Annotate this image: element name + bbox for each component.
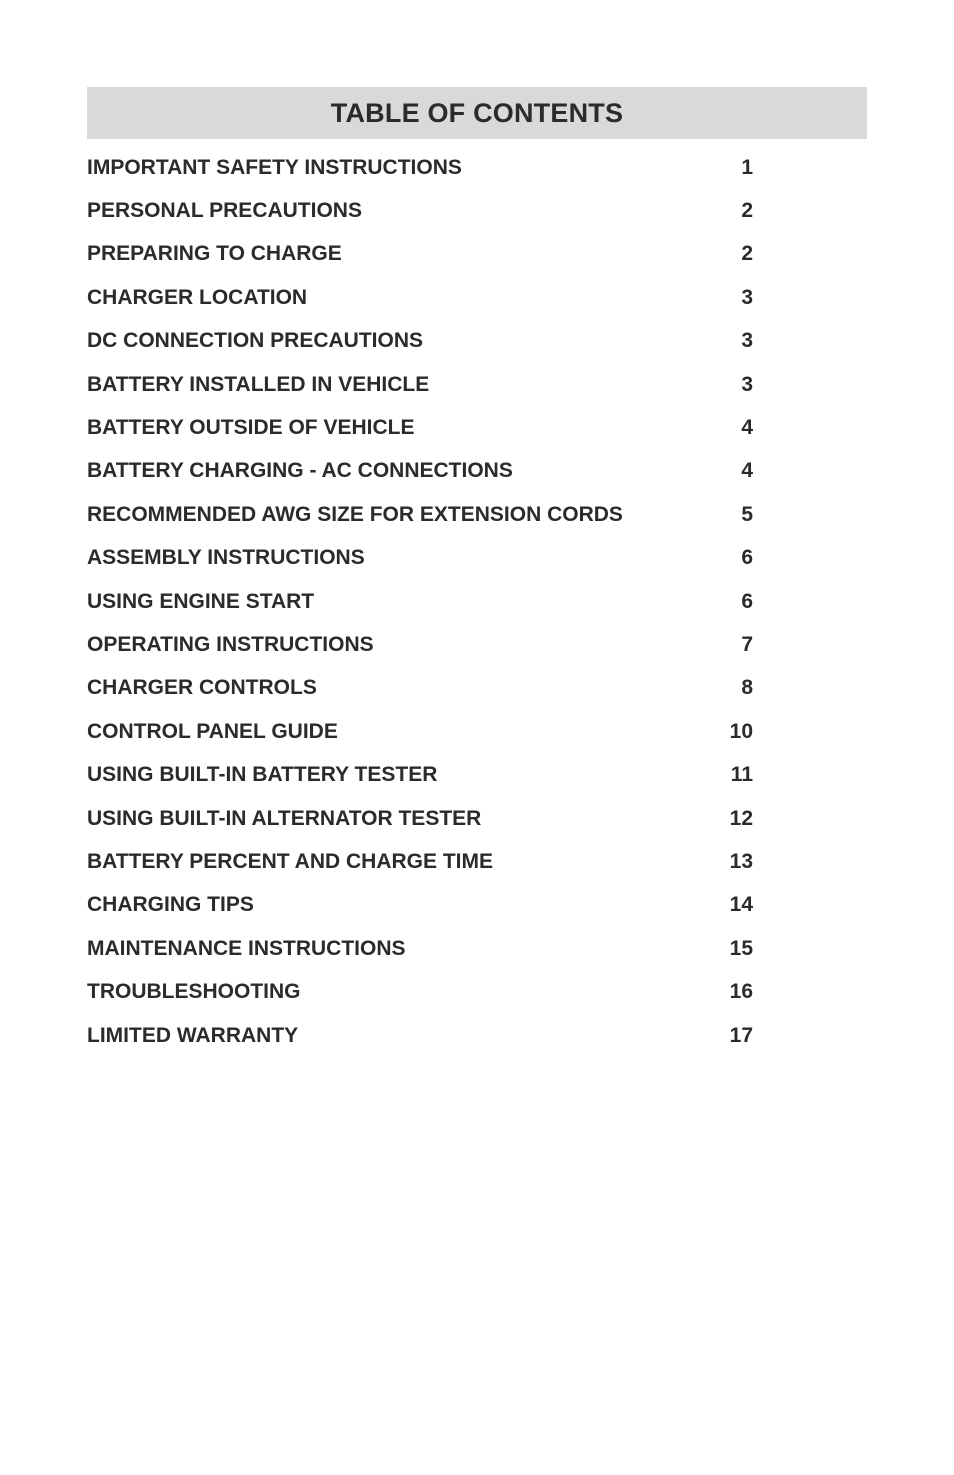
- toc-entry-page-number: 5: [741, 502, 753, 526]
- toc-entry-page-number: 12: [729, 806, 753, 830]
- toc-entry-page-number: 2: [741, 242, 753, 266]
- toc-entry-page-number: 1: [741, 155, 753, 179]
- toc-entry-label: TROUBLESHOOTING: [87, 980, 301, 1004]
- toc-entry[interactable]: [87, 927, 753, 970]
- toc-entry[interactable]: [87, 537, 753, 580]
- toc-entry-label: MAINTENANCE INSTRUCTIONS: [87, 936, 406, 960]
- toc-entry-label: PERSONAL PRECAUTIONS: [87, 199, 362, 223]
- toc-entry[interactable]: [87, 623, 753, 666]
- toc-header-bar: [87, 87, 867, 139]
- toc-entry-page-number: 4: [741, 416, 753, 440]
- toc-entry[interactable]: [87, 189, 753, 232]
- toc-entry[interactable]: [87, 363, 753, 406]
- toc-entry-label: CHARGER LOCATION: [87, 285, 308, 309]
- toc-entry-label: USING ENGINE START: [87, 589, 315, 613]
- toc-entry-page-number: 2: [741, 199, 753, 223]
- toc-entry-page-number: 3: [741, 285, 753, 309]
- toc-entry-label: RECOMMENDED AWG SIZE FOR EXTENSION CORDS: [87, 502, 623, 526]
- toc-entry-label: ASSEMBLY INSTRUCTIONS: [87, 546, 365, 570]
- toc-entry-label: DC CONNECTION PRECAUTIONS: [87, 329, 424, 353]
- toc-entry[interactable]: [87, 753, 753, 796]
- toc-entry-label: OPERATING INSTRUCTIONS: [87, 632, 374, 656]
- toc-entry-label: CONTROL PANEL GUIDE: [87, 719, 338, 743]
- toc-entry[interactable]: [87, 146, 753, 189]
- toc-entry[interactable]: [87, 450, 753, 493]
- toc-entry-page-number: 10: [729, 719, 753, 743]
- toc-entry-label: CHARGER CONTROLS: [87, 676, 317, 700]
- toc-entry-page-number: 15: [729, 936, 753, 960]
- toc-entry-page-number: 6: [741, 546, 753, 570]
- toc-entry[interactable]: [87, 797, 753, 840]
- toc-entry[interactable]: [87, 276, 753, 319]
- toc-entry-page-number: 13: [729, 849, 753, 873]
- toc-entry-label: PREPARING TO CHARGE: [87, 242, 342, 266]
- toc-entry-page-number: 14: [729, 893, 753, 917]
- toc-entry[interactable]: [87, 970, 753, 1013]
- toc-entry-page-number: 17: [729, 1023, 753, 1047]
- toc-entry[interactable]: [87, 580, 753, 623]
- toc-entry[interactable]: [87, 840, 753, 883]
- toc-entry-label: LIMITED WARRANTY: [87, 1023, 299, 1047]
- toc-entry-label: IMPORTANT SAFETY INSTRUCTIONS: [87, 155, 462, 179]
- toc-entry[interactable]: [87, 493, 753, 536]
- toc-entry[interactable]: [87, 320, 753, 363]
- toc-entry-page-number: 8: [741, 676, 753, 700]
- toc-entry-page-number: 4: [741, 459, 753, 483]
- toc-title: TABLE OF CONTENTS: [330, 97, 624, 128]
- toc-entry-page-number: 16: [729, 980, 753, 1004]
- toc-entry-page-number: 11: [730, 763, 753, 787]
- toc-entry-label: CHARGING TIPS: [87, 893, 254, 917]
- toc-entry-label: BATTERY PERCENT AND CHARGE TIME: [87, 849, 494, 873]
- toc-entry-page-number: 3: [741, 372, 753, 396]
- toc-entry-label: USING BUILT-IN ALTERNATOR TESTER: [87, 806, 482, 830]
- toc-entry[interactable]: [87, 884, 753, 927]
- toc-entry-page-number: 6: [741, 589, 753, 613]
- toc-entry-label: BATTERY INSTALLED IN VEHICLE: [87, 372, 430, 396]
- toc-entry[interactable]: [87, 710, 753, 753]
- toc-list: [87, 146, 753, 1057]
- toc-entry[interactable]: [87, 406, 753, 449]
- toc-entry-label: BATTERY CHARGING - AC CONNECTIONS: [87, 459, 513, 483]
- toc-entry-page-number: 7: [741, 632, 753, 656]
- toc-entry[interactable]: [87, 1014, 753, 1057]
- toc-entry[interactable]: [87, 233, 753, 276]
- toc-entry-label: BATTERY OUTSIDE OF VEHICLE: [87, 416, 415, 440]
- toc-entry-page-number: 3: [741, 329, 753, 353]
- toc-entry[interactable]: [87, 667, 753, 710]
- toc-entry-label: USING BUILT-IN BATTERY TESTER: [87, 763, 438, 787]
